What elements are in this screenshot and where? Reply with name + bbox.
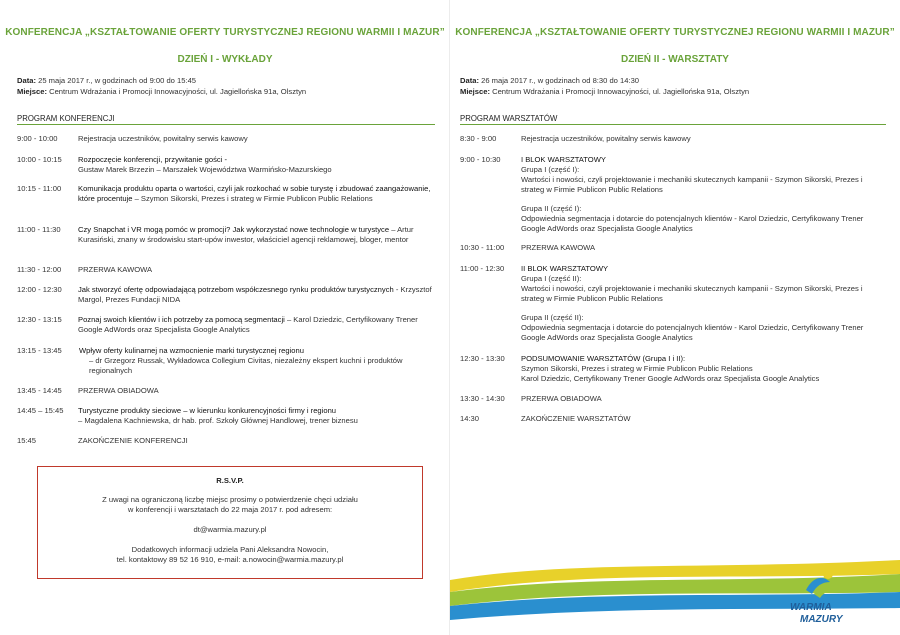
row-title: Rejestracja uczestników, powitalny serwis kawowy (78, 134, 248, 143)
row-time: 15:45 (17, 436, 37, 445)
row-content (78, 155, 433, 175)
row-time: 10:00 - 10:15 (17, 155, 62, 164)
block-title: I BLOK WARSZTATOWY (521, 155, 606, 164)
row-time: 8:30 - 9:00 (460, 134, 497, 143)
row-title: PODSUMOWANIE WARSZTATÓW (Grupa I i II): (521, 354, 686, 363)
row-title: PRZERWA OBIADOWA (521, 394, 602, 403)
place-label: Miejsce: (17, 87, 47, 96)
row-time: 13:45 - 14:45 (17, 386, 62, 395)
row-time: 9:00 - 10:30 (460, 155, 501, 164)
row-detail: Karol Dziedzic, Certyfikowany Trener Google AdWords oraz Specjalista Google Analytics (521, 374, 820, 383)
row-time: 13:15 - 13:45 (17, 346, 62, 355)
group-title: Wartości i nowości, czyli projektowanie i mechaniki skutecznych kampanii (521, 284, 769, 293)
row-time: 12:30 - 13:15 (17, 315, 62, 324)
row-title: Rejestracja uczestników, powitalny serwis kawowy (521, 134, 691, 143)
row-time: 11:00 - 11:30 (17, 225, 61, 234)
row-time: 9:00 - 10:00 (17, 134, 58, 143)
place-value: Centrum Wdrażania i Promocji Innowacyjności, ul. Jagiellońska 91a, Olsztyn (49, 87, 307, 96)
group-title: Odpowiednia segmentacja i dotarcie do potencjalnych klientów (521, 214, 733, 223)
group-head: Grupa I (część I): (521, 165, 580, 174)
row-content (78, 225, 433, 245)
row-detail: Gustaw Marek Brzezin – Marszałek Województwa Warmińsko-Mazurskiego (78, 165, 332, 174)
row-title: Komunikacja produktu oparta o wartości, czyli jak rozkochać w sobie turystę i zbudować zaangażowanie, które procentuje (78, 184, 431, 203)
row-time: 10:30 - 11:00 (460, 243, 505, 252)
row-time: 10:15 - 11:00 (17, 184, 62, 193)
row-title: ZAKOŃCZENIE KONFERENCJI (78, 436, 188, 445)
group-detail: - Szymon Sikorski, Prezes i strateg w Firmie Publicon Public Relations (521, 284, 863, 303)
row-detail: – dr Grzegorz Russak, Wykładowca Collegium Civitas, niezależny ekspert kuchni i produktów regionalnych (89, 356, 403, 375)
row-title: PRZERWA KAWOWA (78, 265, 153, 274)
group-head: Grupa II (część II): (521, 313, 584, 322)
rsvp-info: Dodatkowych informacji udziela Pani Aleksandra Nowocin, (131, 545, 329, 554)
row-detail: – Magdalena Kachniewska, dr hab. prof. Szkoły Głównej Handlowej, trener biznesu (78, 416, 358, 425)
event-meta (17, 75, 437, 97)
event-meta (460, 75, 880, 97)
group-detail: - Karol Dziedzic, Certyfikowany Trener Google AdWords oraz Specjalista Google Analytics (521, 323, 864, 342)
group-head: Grupa II (część I): (521, 204, 582, 213)
row-title: Czy Snapchat i VR mogą pomóc w promocji? Jak wykorzystać nowe technologie w turystyce (78, 225, 390, 234)
conference-title: KONFERENCJA „KSZTAŁTOWANIE OFERTY TURYSTYCZNEJ REGIONU WARMII I MAZUR” (455, 27, 895, 38)
row-content (78, 406, 433, 426)
row-title: PRZERWA OBIADOWA (78, 386, 159, 395)
row-title: Poznaj swoich klientów i ich potrzeby za pomocą segmentacji (78, 315, 285, 324)
row-time: 11:30 - 12:00 (17, 265, 62, 274)
row-content (521, 155, 876, 234)
rsvp-text: w konferencji i warsztatach do 22 maja 2017 r. pod adresem: (127, 505, 333, 514)
program-heading: PROGRAM KONFERENCJI (17, 114, 435, 125)
row-title: PRZERWA KAWOWA (521, 243, 596, 252)
warmia-mazury-logo (778, 560, 878, 630)
rsvp-heading: R.S.V.P. (216, 476, 244, 485)
logo-icon (778, 560, 878, 630)
group-detail: - Szymon Sikorski, Prezes i strateg w Firmie Publicon Public Relations (521, 175, 863, 194)
block-title: II BLOK WARSZTATOWY (521, 264, 609, 273)
row-time: 12:30 - 13:30 (460, 354, 505, 363)
row-title: Rozpoczęcie konferencji, przywitanie gości - (78, 155, 227, 164)
logo-text-warmia: WARMIA (790, 602, 832, 613)
row-time: 14:45 – 15:45 (17, 406, 64, 415)
place-value: Centrum Wdrażania i Promocji Innowacyjności, ul. Jagiellońska 91a, Olsztyn (492, 87, 750, 96)
row-time: 11:00 - 12:30 (460, 264, 505, 273)
rsvp-email-link[interactable]: dt@warmia.mazury.pl (193, 525, 267, 534)
row-detail: – Szymon Sikorski, Prezes i strateg w Firmie Publicon Public Relations (134, 194, 373, 203)
rsvp-info: tel. kontaktowy 89 52 16 910, e-mail: a.nowocin@warmia.mazury.pl (116, 555, 344, 564)
row-detail: - Krzysztof Margol, Prezes Fundacji NIDA (78, 285, 432, 304)
row-title: ZAKOŃCZENIE WARSZTATÓW (521, 414, 631, 423)
date-label: Data: (17, 76, 36, 85)
row-content (78, 285, 433, 305)
row-content (78, 315, 433, 335)
row-title: Wpływ oferty kulinarnej na wzmocnienie marki turystycznej regionu (79, 346, 304, 355)
logo-wave-green (814, 587, 836, 598)
row-content (78, 184, 433, 204)
row-title: Turystyczne produkty sieciowe – w kierunku konkurencyjności firmy i regionu (78, 406, 337, 415)
row-time: 14:30 (460, 414, 480, 423)
group-title: Odpowiednia segmentacja i dotarcie do potencjalnych klientów (521, 323, 733, 332)
row-detail: – Artur Kurasiński, znany w środowisku start-upów inwestor, właściciel agencji reklamowej, bloger, mentor (78, 225, 414, 244)
place-label: Miejsce: (460, 87, 490, 96)
row-content (521, 264, 876, 343)
row-title: Jak stworzyć ofertę odpowiadającą potrzebom współczesnego rynku produktów turystycznych (78, 285, 394, 294)
logo-sun (823, 569, 833, 579)
group-head: Grupa I (część II): (521, 274, 582, 283)
conference-title: KONFERENCJA „KSZTAŁTOWANIE OFERTY TURYSTYCZNEJ REGIONU WARMII I MAZUR” (5, 27, 445, 38)
row-time: 12:00 - 12:30 (17, 285, 62, 294)
group-title: Wartości i nowości, czyli projektowanie i mechaniki skutecznych kampanii (521, 175, 769, 184)
group-detail: - Karol Dziedzic, Certyfikowany Trener Google AdWords oraz Specjalista Google Analytics (521, 214, 864, 233)
day-title: DZIEŃ I - WYKŁADY (177, 54, 273, 65)
logo-text-mazury: MAZURY (800, 614, 843, 625)
row-time: 13:30 - 14:30 (460, 394, 505, 403)
row-content (521, 354, 876, 384)
rsvp-box (37, 466, 423, 579)
date-label: Data: (460, 76, 479, 85)
date-value: 26 maja 2017 r., w godzinach od 8:30 do 14:30 (481, 76, 640, 85)
row-detail: Szymon Sikorski, Prezes i strateg w Firmie Publicon Public Relations (521, 364, 753, 373)
row-content (79, 346, 434, 376)
program-heading: PROGRAM WARSZTATÓW (460, 114, 886, 125)
row-detail: – Karol Dziedzic, Certyfikowany Trener Google AdWords oraz Specjalista Google Analytics (78, 315, 418, 334)
date-value: 25 maja 2017 r., w godzinach od 9:00 do 15:45 (38, 76, 197, 85)
rsvp-text: Z uwagi na ograniczoną liczbę miejsc prosimy o potwierdzenie chęci udziału (102, 495, 358, 504)
day-title: DZIEŃ II - WARSZTATY (621, 54, 729, 65)
